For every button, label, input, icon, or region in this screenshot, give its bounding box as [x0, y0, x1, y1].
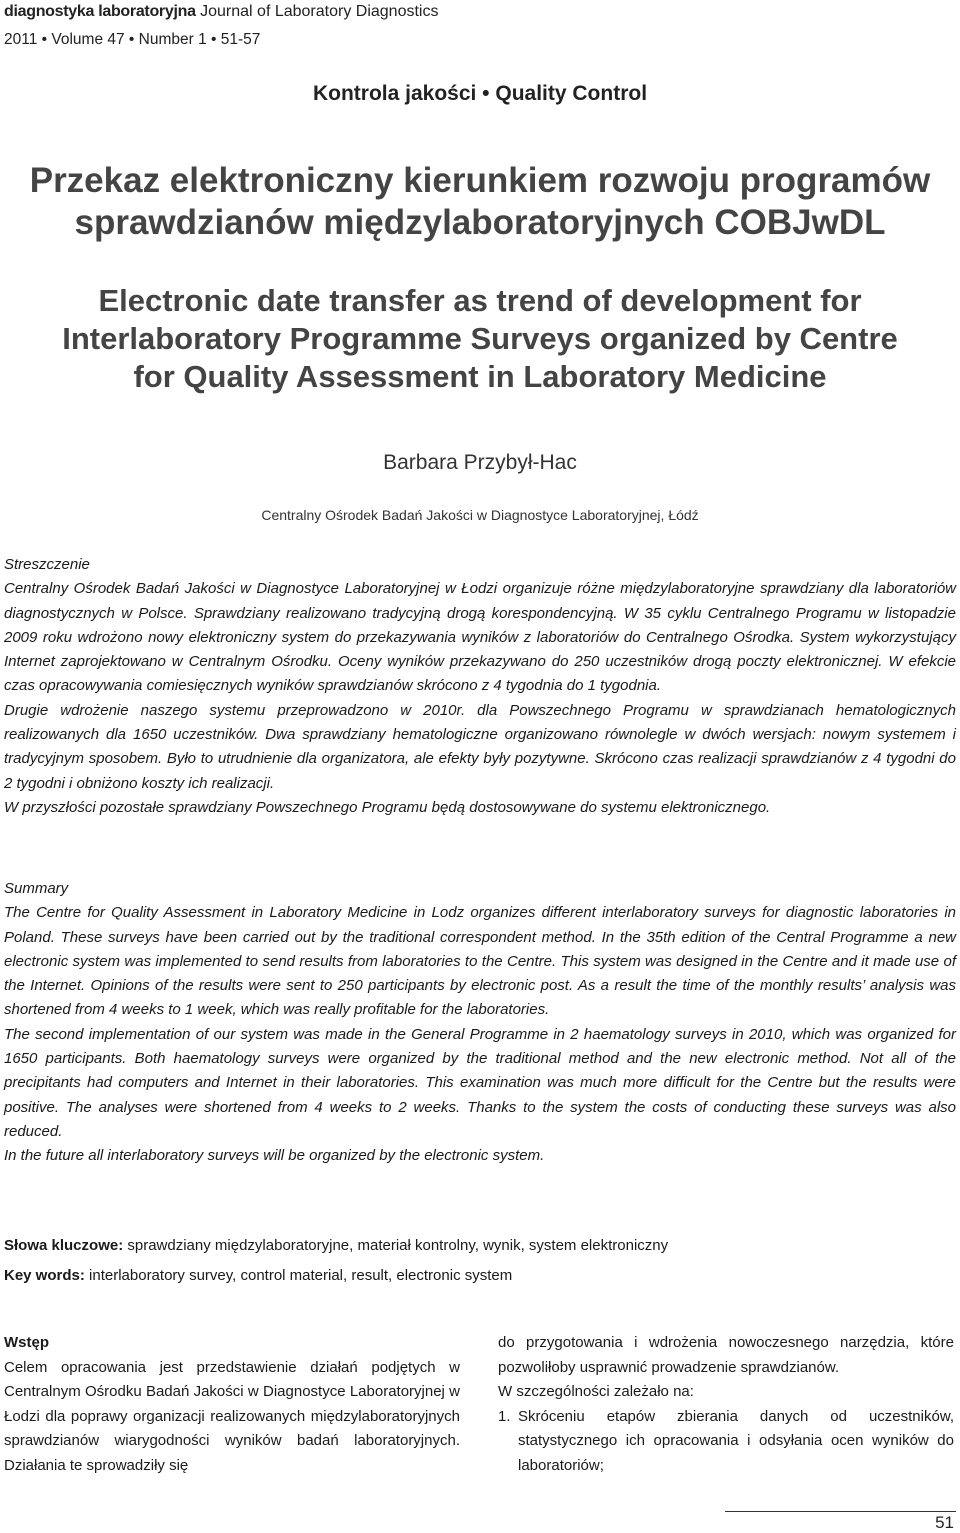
body-column-left: [4, 1331, 460, 1478]
abstract-en-paragraph: In the future all interlaboratory surveys will be organized by the electronic system.: [4, 1147, 545, 1165]
abstract-pl-paragraph: W przyszłości pozostałe sprawdziany Powszechnego Programu będą dostosowywane do systemu elektronicznego.: [4, 798, 771, 816]
title-en-line: Electronic date transfer as trend of development for: [98, 283, 862, 318]
abstract-en-paragraph: The Centre for Quality Assessment in Laboratory Medicine in Lodz organizes different interlaboratory surveys for diagnostic laboratories in Poland. These surveys have been carried out by the traditional correspondent method. In the 35th edition of the Central Programme a new electronic system was implemented to send results from laboratories to the Centre. This system was designed in the Centre and it made use of the Internet. Opinions of the results were sent to 250 participants by electronic post. As a result the time of the monthly results’ analysis was shortened from 4 weeks to 1 week, which was really profitable for the laboratories.: [4, 904, 956, 1019]
title-en-line: Interlaboratory Programme Surveys organized by Centre: [62, 321, 898, 356]
abstract-pl-paragraph: Centralny Ośrodek Badań Jakości w Diagnostyce Laboratoryjnej w Łodzi organizuje różne międzylaboratoryjne sprawdziany dla laboratoriów diagnostycznych w Polsce. Sprawdziany realizowano tradycyjną drogą korespondencyjną. W 35 cyklu Centralnego Programu w listopadzie 2009 roku wdrożono nowy elektroniczny system do przekazywania wyników z laboratoriów do Centralnego Ośrodka. System wykorzystujący Internet zaprojektowano w Centralnym Ośrodku. Oceny wyników przekazywano do 250 uczestników drogą poczty elektronicznej. W efekcie czas opracowywania comiesięcznych wyników sprawdzianów skrócono z 4 tygodnia do 1 tygodnia.: [4, 580, 956, 695]
footer-rule: [725, 1511, 956, 1512]
body-paragraph: Celem opracowania jest przedstawienie działań podjętych w Centralnym Ośrodku Badań Jakości w Diagnostyce Laboratoryjnej w Łodzi dla poprawy organizacji realizowanych międzylaboratoryjnych sprawdzianów wiarygodności wyników badań laboratoryjnych. Działania te sprowadziły się: [4, 1358, 460, 1474]
title-pl-line: sprawdzianów międzylaboratoryjnych COBJwDL: [74, 203, 886, 242]
author: Barbara Przybył-Hac: [383, 451, 577, 474]
list-item-text: Skróceniu etapów zbierania danych od uczestników, statystycznego ich opracowania i odsyłania ocen wyników do laboratoriów;: [518, 1407, 954, 1474]
journal-header: [4, 2, 438, 50]
abstract-pl-heading: Streszczenie: [4, 556, 90, 573]
keywords-en-label: Key words:: [4, 1267, 85, 1284]
abstract-en-paragraph: The second implementation of our system was made in the General Programme in 2 haematology surveys in 2010, which was organized for 1650 participants. Both haematology surveys were organized by the traditional method and the new electronic method. Not all of the precipitants had computers and Internet in their laboratories. This examination was much more difficult for the Centre but the results were positive. The analyses were shortened from 4 weeks to 2 weeks. Thanks to the system the costs of conducting these surveys was also reduced.: [4, 1025, 956, 1140]
title-pl: [0, 160, 960, 244]
list-item-number: 1.: [498, 1407, 511, 1425]
journal-name-en: Journal of Laboratory Diagnostics: [200, 3, 439, 20]
title-en: [0, 282, 960, 396]
keywords-pl-text: sprawdziany międzylaboratoryjne, materiał kontrolny, wynik, system elektroniczny: [123, 1237, 669, 1254]
body-column-right: [498, 1331, 954, 1478]
journal-name-line: [4, 2, 438, 22]
abstract-en: [4, 877, 956, 1169]
title-en-line: for Quality Assessment in Laboratory Medicine: [133, 359, 827, 394]
body-paragraph: do przygotowania i wdrożenia nowoczesnego narzędzia, które pozwoliłoby usprawnić prowadzenie sprawdzianów.: [498, 1334, 954, 1376]
keywords-en: [4, 1266, 956, 1286]
section-label: Kontrola jakości • Quality Control: [312, 82, 648, 105]
journal-name: diagnostyka laboratoryjna: [4, 3, 196, 20]
keywords-pl-label: Słowa kluczowe:: [4, 1237, 124, 1254]
abstract-en-heading: Summary: [4, 880, 69, 897]
affiliation: Centralny Ośrodek Badań Jakości w Diagnostyce Laboratoryjnej, Łódź: [261, 507, 699, 523]
keywords-pl: [4, 1236, 956, 1256]
title-pl-line: Przekaz elektroniczny kierunkiem rozwoju programów: [29, 161, 931, 200]
abstract-pl: [4, 553, 956, 820]
page-number: 51: [935, 1513, 954, 1532]
section-heading: Wstęp: [4, 1334, 49, 1351]
journal-issue: 2011 • Volume 47 • Number 1 • 51-57: [4, 31, 261, 48]
body-paragraph: W szczególności zależało na:: [498, 1383, 694, 1400]
abstract-pl-paragraph: Drugie wdrożenie naszego systemu przeprowadzono w 2010r. dla Powszechnego Programu w sprawdzianach hematologicznych realizowanych dla 1650 uczestników. Dwa sprawdziany hematologiczne organizowano równolegle w dwóch wersjach: nowym systemem i tradycyjnym sposobem. Było to utrudnienie dla organizatora, ale efekty były pozytywne. Skrócono czas realizacji sprawdzianów z 4 tygodni do 2 tygodni i obniżono koszty ich realizacji.: [4, 701, 956, 792]
keywords-en-text: interlaboratory survey, control material, result, electronic system: [84, 1267, 513, 1284]
list-item: [498, 1405, 954, 1479]
